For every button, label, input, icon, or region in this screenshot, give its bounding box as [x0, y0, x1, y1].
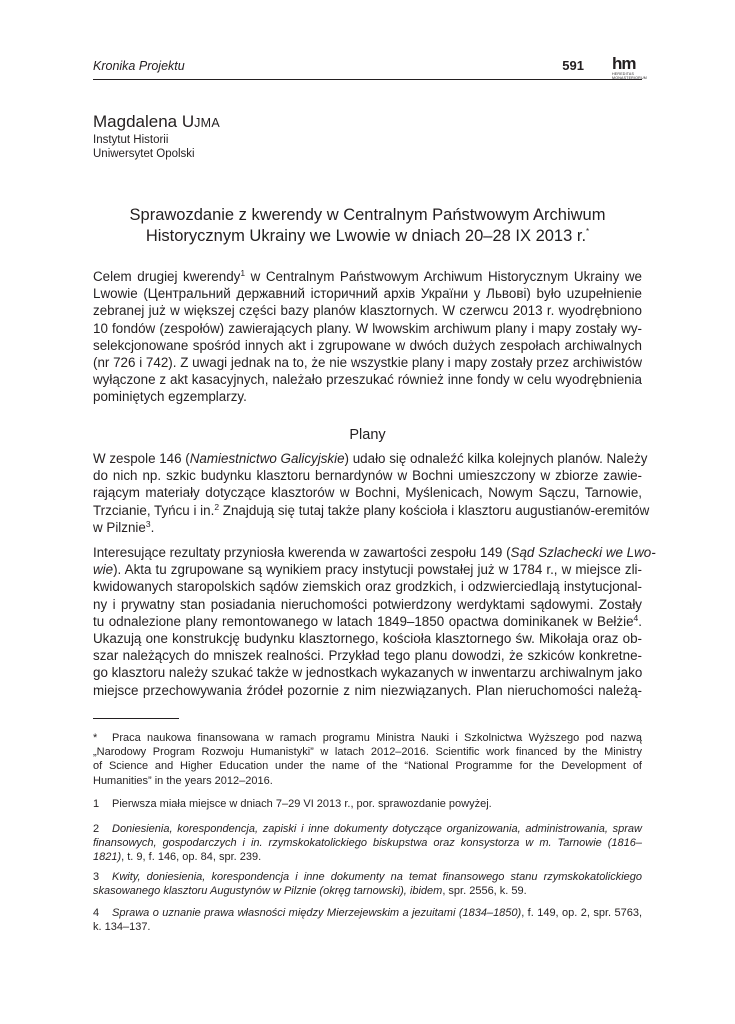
article-title	[93, 205, 642, 247]
footnote-star: * Praca naukowa finansowana w ramach programu Ministra Nauki i Szkolnictwa Wyższego pod nazwą „Narodowy Program Rozwoju Humanistyki” w latach 2012–2016. Scientific work financed by the Ministry of Science and Higher Education under the name of the “National Programme for the Development of Humanities” in the years 2012–2016.	[93, 732, 642, 787]
running-title: Kronika Projektu	[93, 59, 185, 73]
footnote-separator	[93, 718, 179, 719]
running-head	[93, 54, 647, 80]
section-heading-plany: Plany	[349, 427, 386, 443]
title-footnote-marker: *	[586, 227, 590, 236]
footnote-3: 3 Kwity, doniesienia, korespondencja i inne dokumenty na temat finansowego stanu rzymskokatolickiego skasowanego klasztoru Augustynów w Pilznie (okręg tarnowski), ibidem, spr. 2556, k. 59.	[93, 871, 642, 898]
title-line-1: Sprawozdanie z kwerendy w Centralnym Państwowym Archiwum	[129, 206, 606, 224]
logo-mark: hm	[612, 54, 636, 73]
paragraph-intro: Celem drugiej kwerendy$^1$ w Centralnym Państwowym Archiwum Historycznym Ukrainy we Lwowie (Центральний державний історичний архів України у Львові) było uzupełnienie zebranej już w większej części bazy planów klasztornych. W czerwcu 2013 r. wyodrębniono 10 fondów (zespołów) zawierających plany. W lwowskim archiwum plany i mapy zostały wy- selekcjonowane spośród innych akt i zgrupowane w dwóch dużych zespołach archiwalnych (nr 726 i 742). Z uwagi jednak na to, że nie wszystkie plany i mapy zostały przez archiwistów wyłączone z akt kasacyjnych, należało przeszukać również inne fondy w celu wyodrębnienia pominiętych egzemplarzy.	[93, 268, 642, 405]
footnote-4: 4 Sprawa o uznanie prawa własności między Mierzejewskim a jezuitami (1834–1850), f. 149, op. 2, spr. 5763, k. 134–137.	[93, 907, 642, 934]
paragraph-zespol-146: W zespole 146 (Namiestnictwo Galicyjskie) udało się odnaleźć kilka kolejnych planów. Należy do nich np. szkic budynku klasztoru bernardynów w Bochni umieszczony w zbiorze zawie- rającym materiały dotyczące klasztorów w Bochni, Myślenicach, Nowym Sączu, Tarnowie, Trzcianie, Tyńcu i in.$^2$ Znajdują się tutaj także plany kościoła i klasztoru augustianów-eremitów w Pilznie$^3$.	[93, 451, 650, 535]
footnote-2: 2 Doniesienia, korespondencja, zapiski i inne dokumenty dotyczące organizowania, administrowania, spraw finansowych, gospodarczych i in. rzymskokatolickiego biskupstwa oraz konsystorza w m. Tarnowie (1816– 1821), t. 9, f. 146, op. 84, spr. 239.	[93, 823, 642, 864]
header-rule	[93, 79, 642, 80]
paragraph-zespol-149: Interesujące rezultaty przyniosła kwerenda w zawartości zespołu 149 (Sąd Szlachecki we Lwo- wie). Akta tu zgrupowane są wynikiem pracy instytucji powstałej już w 1784 r., w miejsce zli- kwidowanych staropolskich sądów ziemskich oraz grodzkich, i odzwierciedlają instytucjonal- ny i prywatny stan posiadania nieruchomości potwierdzony werdyktami sądowymi. Zostały tu odnalezione plany remontowanego w latach 1849–1850 opactwa dominikanek w Bełżie$^4$. Ukazują one konstrukcję budynku klasztornego, kościoła klasztornego św. Mikołaja oraz ob- szar należących do mniszek realności. Przykład tego planu dowodzi, że szkiców konkretne- go klasztoru należy szukać także w jednostkach wykazanych w inwentarzu archiwalnym jako miejsce przechowywania źródeł pozornie z nim niezwiązanych. Plan nieruchomości należą-	[93, 545, 656, 698]
footnote-1: 1 Pierwsza miała miejsce w dniach 7–29 VI 2013 r., por. sprawozdanie powyżej.	[93, 798, 492, 810]
logo-subtitle: HEREDITAS MONASTERIORUM	[612, 72, 647, 80]
affiliation-university: Uniwersytet Opolski	[93, 148, 195, 160]
title-line-2: Historycznym Ukrainy we Lwowie w dniach 20–28 IX 2013 r.*	[145, 227, 590, 245]
affiliation-institute: Instytut Historii	[93, 134, 169, 146]
author-block	[93, 112, 220, 161]
page-number: 591	[562, 58, 584, 73]
author-name: Magdalena UJMA	[93, 112, 221, 131]
